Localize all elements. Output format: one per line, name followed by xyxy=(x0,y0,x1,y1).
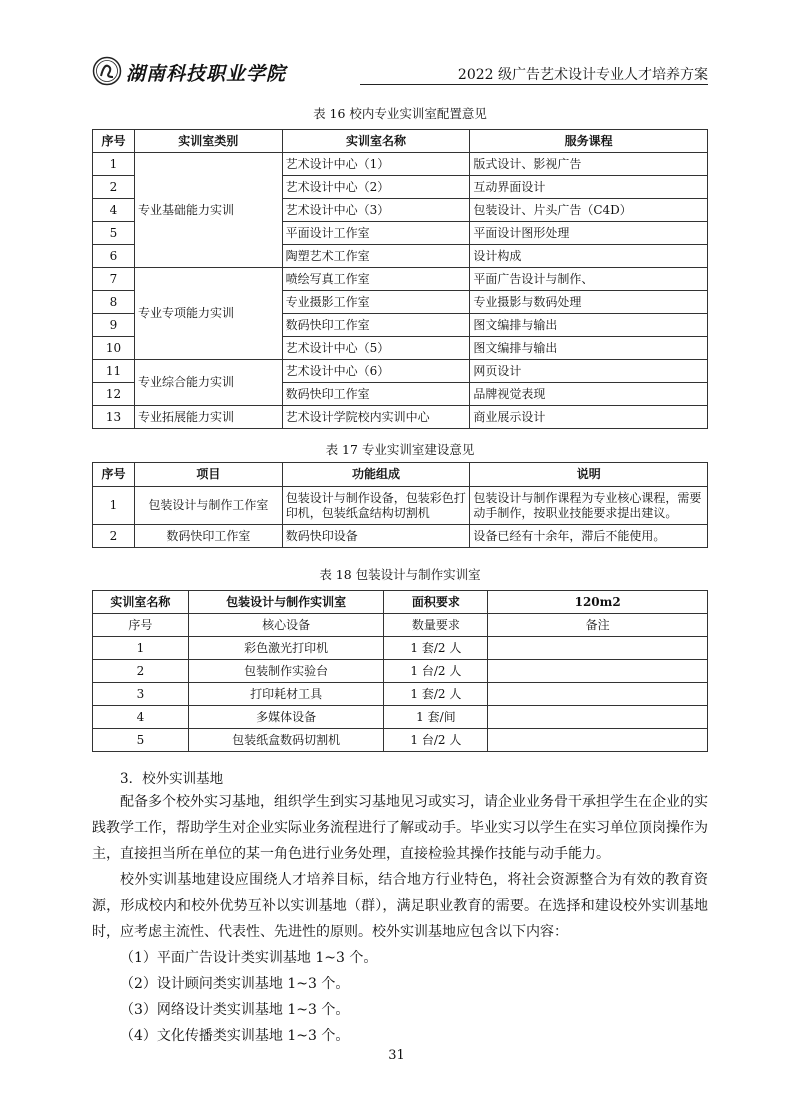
lab-name-value: 包装设计与制作实训室 xyxy=(188,591,384,614)
project: 数码快印工作室 xyxy=(134,525,282,548)
lab-name: 平面设计工作室 xyxy=(282,222,470,245)
area-label: 面积要求 xyxy=(384,591,488,614)
row-number: 9 xyxy=(93,314,135,337)
table-row xyxy=(93,406,708,429)
column-header: 功能组成 xyxy=(282,463,470,487)
column-header: 核心设备 xyxy=(188,614,384,637)
quantity: 1 套/2 人 xyxy=(384,683,488,706)
paragraph: 配备多个校外实习基地，组织学生到实习基地见习或实习，请企业业务骨干承担学生在企业的实践教学工作，帮助学生对企业实际业务流程进行了解或动手。毕业实习以学生在实习单位顶岗操作为主，直接担当所在单位的某一角色进行业务处理，直接检验其操作技能与动手能力。 xyxy=(92,794,708,862)
course: 品牌视觉表现 xyxy=(470,383,708,406)
column-header: 数量要求 xyxy=(384,614,488,637)
equipment: 打印耗材工具 xyxy=(188,683,384,706)
table-header-row xyxy=(93,463,708,487)
page-header xyxy=(92,56,708,92)
document-title: 2022 级广告艺术设计专业人才培养方案 xyxy=(457,67,708,83)
course: 平面广告设计与制作、 xyxy=(470,268,708,291)
column-header: 实训室名称 xyxy=(282,130,470,153)
course: 商业展示设计 xyxy=(470,406,708,429)
row-number: 3 xyxy=(93,683,189,706)
course: 网页设计 xyxy=(470,360,708,383)
page-number: 31 xyxy=(388,1048,405,1063)
paragraph: 校外实训基地建设应围绕人才培养目标，结合地方行业特色，将社会资源整合为有效的教育资源，形成校内和校外优势互补以实训基地（群），满足职业教育的需要。在选择和建设校外实训基地时，应考虑主流性、代表性、先进性的原则。校外实训基地应包含以下内容： xyxy=(92,872,708,940)
table18-caption: 表 18 包装设计与制作实训室 xyxy=(319,567,481,582)
row-number: 2 xyxy=(93,525,135,548)
row-number: 12 xyxy=(93,383,135,406)
column-header: 序号 xyxy=(93,614,189,637)
table-row xyxy=(93,360,708,383)
table17-lab-construction xyxy=(92,462,708,548)
table-row xyxy=(93,487,708,525)
row-number: 2 xyxy=(93,660,189,683)
column-header: 说明 xyxy=(470,463,708,487)
lab-name: 陶塑艺术工作室 xyxy=(282,245,470,268)
row-number: 4 xyxy=(93,706,189,729)
row-number: 5 xyxy=(93,729,189,752)
section-heading: 3．校外实训基地 xyxy=(120,771,224,787)
table17-caption: 表 17 专业实训室建设意见 xyxy=(325,442,475,457)
course: 平面设计图形处理 xyxy=(470,222,708,245)
column-header: 序号 xyxy=(93,130,135,153)
list-item: （3）网络设计类实训基地 1~3 个。 xyxy=(120,1002,350,1018)
quantity: 1 台/2 人 xyxy=(384,729,488,752)
area-value: 120m2 xyxy=(488,591,708,614)
course: 设计构成 xyxy=(470,245,708,268)
list-item: （4）文化传播类实训基地 1~3 个。 xyxy=(120,1028,350,1044)
lab-name: 数码快印工作室 xyxy=(282,383,470,406)
lab-category: 专业基础能力实训 xyxy=(134,153,282,268)
row-number: 1 xyxy=(93,153,135,176)
table-header-row xyxy=(93,591,708,614)
table-row xyxy=(93,706,708,729)
course: 图文编排与输出 xyxy=(470,337,708,360)
course: 专业摄影与数码处理 xyxy=(470,291,708,314)
table-row xyxy=(93,729,708,752)
lab-name: 喷绘写真工作室 xyxy=(282,268,470,291)
equipment: 彩色激光打印机 xyxy=(188,637,384,660)
lab-category: 专业综合能力实训 xyxy=(134,360,282,406)
function: 包装设计与制作设备，包装彩色打印机，包装纸盒结构切割机 xyxy=(282,487,470,525)
column-header: 项目 xyxy=(134,463,282,487)
lab-name: 数码快印工作室 xyxy=(282,314,470,337)
row-number: 10 xyxy=(93,337,135,360)
table-row xyxy=(93,660,708,683)
column-header: 序号 xyxy=(93,463,135,487)
row-number: 1 xyxy=(93,637,189,660)
row-number: 8 xyxy=(93,291,135,314)
row-number: 11 xyxy=(93,360,135,383)
lab-category: 专业专项能力实训 xyxy=(134,268,282,360)
school-name: 湖南科技职业学院 xyxy=(126,63,287,85)
row-number: 4 xyxy=(93,199,135,222)
course: 包装设计、片头广告（C4D） xyxy=(470,199,708,222)
function: 数码快印设备 xyxy=(282,525,470,548)
lab-name: 艺术设计中心（5） xyxy=(282,337,470,360)
lab-category: 专业拓展能力实训 xyxy=(134,406,282,429)
table-header-row xyxy=(93,130,708,153)
course: 互动界面设计 xyxy=(470,176,708,199)
school-logo-icon xyxy=(92,56,122,86)
note xyxy=(488,637,708,660)
equipment: 多媒体设备 xyxy=(188,706,384,729)
table18-packaging-lab xyxy=(92,590,708,752)
lab-name: 艺术设计中心（3） xyxy=(282,199,470,222)
quantity: 1 套/2 人 xyxy=(384,637,488,660)
lab-name-label: 实训室名称 xyxy=(93,591,189,614)
row-number: 6 xyxy=(93,245,135,268)
lab-name: 专业摄影工作室 xyxy=(282,291,470,314)
table-row xyxy=(93,153,708,176)
list-item: （1）平面广告设计类实训基地 1~3 个。 xyxy=(120,950,378,966)
note: 包装设计与制作课程为专业核心课程，需要动手制作，按职业技能要求提出建议。 xyxy=(470,487,708,525)
equipment: 包装制作实验台 xyxy=(188,660,384,683)
table-subheader-row xyxy=(93,614,708,637)
note: 设备已经有十余年，滞后不能使用。 xyxy=(470,525,708,548)
note xyxy=(488,706,708,729)
equipment: 包装纸盒数码切割机 xyxy=(188,729,384,752)
column-header: 备注 xyxy=(488,614,708,637)
row-number: 1 xyxy=(93,487,135,525)
course: 版式设计、影视广告 xyxy=(470,153,708,176)
table-row xyxy=(93,525,708,548)
column-header: 服务课程 xyxy=(470,130,708,153)
header-divider xyxy=(360,84,708,85)
quantity: 1 套/间 xyxy=(384,706,488,729)
note xyxy=(488,683,708,706)
column-header: 实训室类别 xyxy=(134,130,282,153)
course: 图文编排与输出 xyxy=(470,314,708,337)
quantity: 1 台/2 人 xyxy=(384,660,488,683)
note xyxy=(488,660,708,683)
lab-name: 艺术设计学院校内实训中心 xyxy=(282,406,470,429)
row-number: 2 xyxy=(93,176,135,199)
row-number: 5 xyxy=(93,222,135,245)
lab-name: 艺术设计中心（6） xyxy=(282,360,470,383)
row-number: 7 xyxy=(93,268,135,291)
table-row xyxy=(93,268,708,291)
row-number: 13 xyxy=(93,406,135,429)
table16-caption: 表 16 校内专业实训室配置意见 xyxy=(313,106,487,121)
note xyxy=(488,729,708,752)
project: 包装设计与制作工作室 xyxy=(134,487,282,525)
lab-name: 艺术设计中心（2） xyxy=(282,176,470,199)
list-item: （2）设计顾问类实训基地 1~3 个。 xyxy=(120,976,350,992)
lab-name: 艺术设计中心（1） xyxy=(282,153,470,176)
table16-lab-config xyxy=(92,129,708,429)
table-row xyxy=(93,637,708,660)
table-row xyxy=(93,683,708,706)
